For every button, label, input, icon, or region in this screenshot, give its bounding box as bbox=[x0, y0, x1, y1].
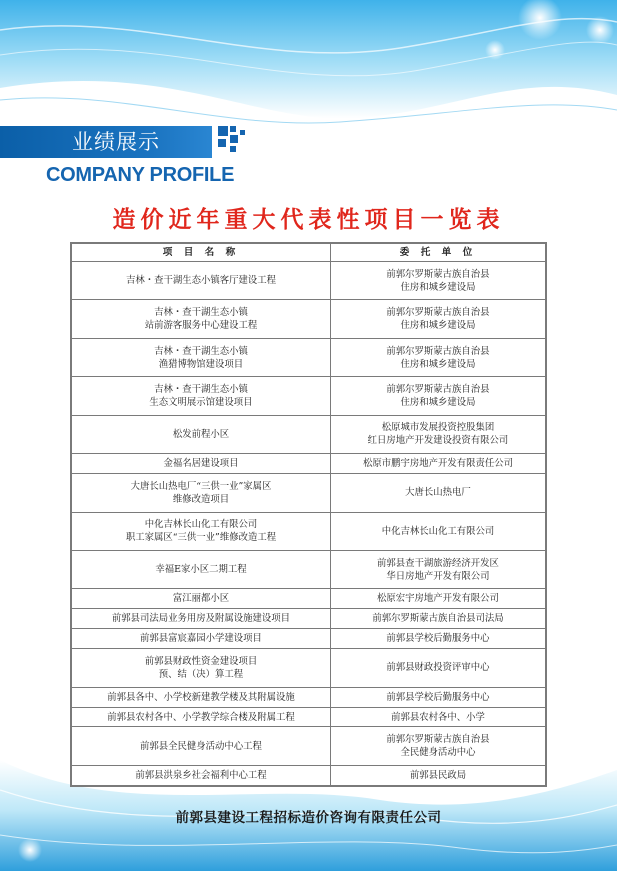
client-cell bbox=[331, 415, 546, 453]
table-row bbox=[72, 609, 546, 629]
project-name-cell bbox=[72, 687, 331, 707]
project-name-line: 预、结（决）算工程 bbox=[158, 668, 244, 680]
table-row bbox=[72, 707, 546, 727]
client-line: 住房和城乡建设局 bbox=[400, 320, 476, 332]
project-name-line: 站前游客服务中心建设工程 bbox=[144, 320, 258, 332]
table-row bbox=[72, 474, 546, 512]
client-cell bbox=[331, 707, 546, 727]
projects-table bbox=[70, 242, 547, 787]
column-header-project: 项 目 名 称 bbox=[72, 244, 331, 262]
client-line: 前郭县学校后勤服务中心 bbox=[386, 691, 490, 703]
project-name-cell bbox=[72, 649, 331, 687]
client-line: 全民健身活动中心 bbox=[400, 747, 476, 759]
client-line: 住房和城乡建设局 bbox=[400, 281, 476, 293]
client-cell bbox=[331, 765, 546, 785]
section-title: 业绩展示 bbox=[72, 130, 160, 154]
client-cell bbox=[331, 474, 546, 512]
client-line: 前郭尔罗斯蒙古族自治县 bbox=[386, 268, 490, 280]
project-name-line: 中化吉林长山化工有限公司 bbox=[144, 519, 258, 531]
project-name-cell bbox=[72, 512, 331, 550]
table-row bbox=[72, 629, 546, 649]
client-cell bbox=[331, 512, 546, 550]
client-cell bbox=[331, 377, 546, 415]
project-name-line: 大唐长山热电厂“三供一业”家属区 bbox=[130, 480, 272, 492]
section-subtitle: COMPANY PROFILE bbox=[46, 164, 235, 186]
project-name-line: 幸福E家小区二期工程 bbox=[155, 564, 247, 576]
client-line: 前郭尔罗斯蒙古族自治县 bbox=[386, 345, 490, 357]
client-cell bbox=[331, 589, 546, 609]
client-line: 红日房地产开发建设投资有限公司 bbox=[367, 435, 509, 447]
project-name-line: 前郭县全民健身活动中心工程 bbox=[140, 740, 262, 752]
project-name-line: 吉林・查干湖生态小镇客厅建设工程 bbox=[125, 275, 276, 287]
project-name-cell bbox=[72, 629, 331, 649]
project-name-line: 前郭县富宸嘉园小学建设项目 bbox=[140, 633, 262, 645]
project-name-line: 前郭县洪泉乡社会福利中心工程 bbox=[135, 769, 267, 781]
project-name-line: 前郭县财政性资金建设项目 bbox=[144, 655, 258, 667]
client-cell bbox=[331, 338, 546, 376]
client-line: 松原城市发展投资控股集团 bbox=[381, 422, 495, 434]
project-name-line: 富江丽都小区 bbox=[172, 593, 230, 605]
project-name-cell bbox=[72, 338, 331, 376]
client-cell bbox=[331, 454, 546, 474]
client-line: 大唐长山热电厂 bbox=[405, 487, 471, 499]
table-row bbox=[72, 687, 546, 707]
client-line: 中化吉林长山化工有限公司 bbox=[381, 525, 495, 537]
client-cell bbox=[331, 687, 546, 707]
client-line: 前郭尔罗斯蒙古族自治县 bbox=[386, 307, 490, 319]
logo-squares-icon bbox=[216, 124, 266, 164]
client-line: 前郭尔罗斯蒙古族自治县司法局 bbox=[372, 613, 504, 625]
project-name-line: 维修改造项目 bbox=[172, 493, 230, 505]
client-cell bbox=[331, 300, 546, 338]
table-row bbox=[72, 377, 546, 415]
project-name-cell bbox=[72, 727, 331, 765]
project-name-line: 前郭县各中、小学校新建教学楼及其附属设施 bbox=[107, 691, 295, 703]
client-line: 前郭尔罗斯蒙古族自治县 bbox=[386, 734, 490, 746]
client-cell bbox=[331, 629, 546, 649]
project-name-cell bbox=[72, 765, 331, 785]
company-name-footer: 前郭县建设工程招标造价咨询有限责任公司 bbox=[175, 810, 442, 826]
client-line: 前郭县民政局 bbox=[409, 769, 467, 781]
client-line: 前郭县查干湖旅游经济开发区 bbox=[377, 557, 499, 569]
project-name-line: 吉林・查干湖生态小镇 bbox=[154, 307, 248, 319]
table-row bbox=[72, 262, 546, 300]
project-name-cell bbox=[72, 454, 331, 474]
project-name-line: 前郭县司法局业务用房及附属设施建设项目 bbox=[111, 613, 291, 625]
table-row bbox=[72, 415, 546, 453]
table-row bbox=[72, 765, 546, 785]
table-row bbox=[72, 300, 546, 338]
project-name-cell bbox=[72, 300, 331, 338]
client-line: 前郭县学校后勤服务中心 bbox=[386, 633, 490, 645]
project-name-cell bbox=[72, 589, 331, 609]
project-name-cell bbox=[72, 415, 331, 453]
client-cell bbox=[331, 649, 546, 687]
client-line: 松原宏宇房地产开发有限公司 bbox=[377, 593, 499, 605]
client-cell bbox=[331, 262, 546, 300]
table-row bbox=[72, 589, 546, 609]
client-cell bbox=[331, 550, 546, 588]
client-cell bbox=[331, 727, 546, 765]
project-name-line: 松发前程小区 bbox=[172, 428, 230, 440]
client-line: 前郭尔罗斯蒙古族自治县 bbox=[386, 384, 490, 396]
table-row bbox=[72, 512, 546, 550]
client-line: 松原市鹏宇房地产开发有限责任公司 bbox=[362, 458, 513, 470]
project-name-cell bbox=[72, 707, 331, 727]
project-name-line: 生态文明展示馆建设项目 bbox=[149, 397, 253, 409]
client-line: 住房和城乡建设局 bbox=[400, 397, 476, 409]
project-name-cell bbox=[72, 262, 331, 300]
page-title: 造价近年重大代表性项目一览表 bbox=[112, 206, 505, 233]
client-line: 前郭县财政投资评审中心 bbox=[386, 662, 490, 674]
project-name-cell bbox=[72, 377, 331, 415]
project-name-cell bbox=[72, 609, 331, 629]
project-name-cell bbox=[72, 550, 331, 588]
client-cell bbox=[331, 609, 546, 629]
table-row bbox=[72, 454, 546, 474]
table-row bbox=[72, 649, 546, 687]
client-line: 华日房地产开发有限公司 bbox=[386, 570, 490, 582]
project-name-line: 吉林・查干湖生态小镇 bbox=[154, 345, 248, 357]
project-name-cell bbox=[72, 474, 331, 512]
project-name-line: 前郭县农村各中、小学教学综合楼及附属工程 bbox=[107, 711, 295, 723]
project-name-line: 吉林・查干湖生态小镇 bbox=[154, 384, 248, 396]
client-line: 前郭县农村各中、小学 bbox=[391, 711, 485, 723]
project-name-line: 职工家属区“三供一业”维修改造工程 bbox=[125, 532, 277, 544]
table-row bbox=[72, 550, 546, 588]
project-name-line: 渔猎博物馆建设项目 bbox=[158, 358, 244, 370]
project-name-line: 金福名居建设项目 bbox=[163, 458, 239, 470]
column-header-client: 委 托 单 位 bbox=[331, 244, 546, 262]
client-line: 住房和城乡建设局 bbox=[400, 358, 476, 370]
table-row bbox=[72, 727, 546, 765]
table-row bbox=[72, 338, 546, 376]
table-header-row bbox=[72, 244, 546, 262]
